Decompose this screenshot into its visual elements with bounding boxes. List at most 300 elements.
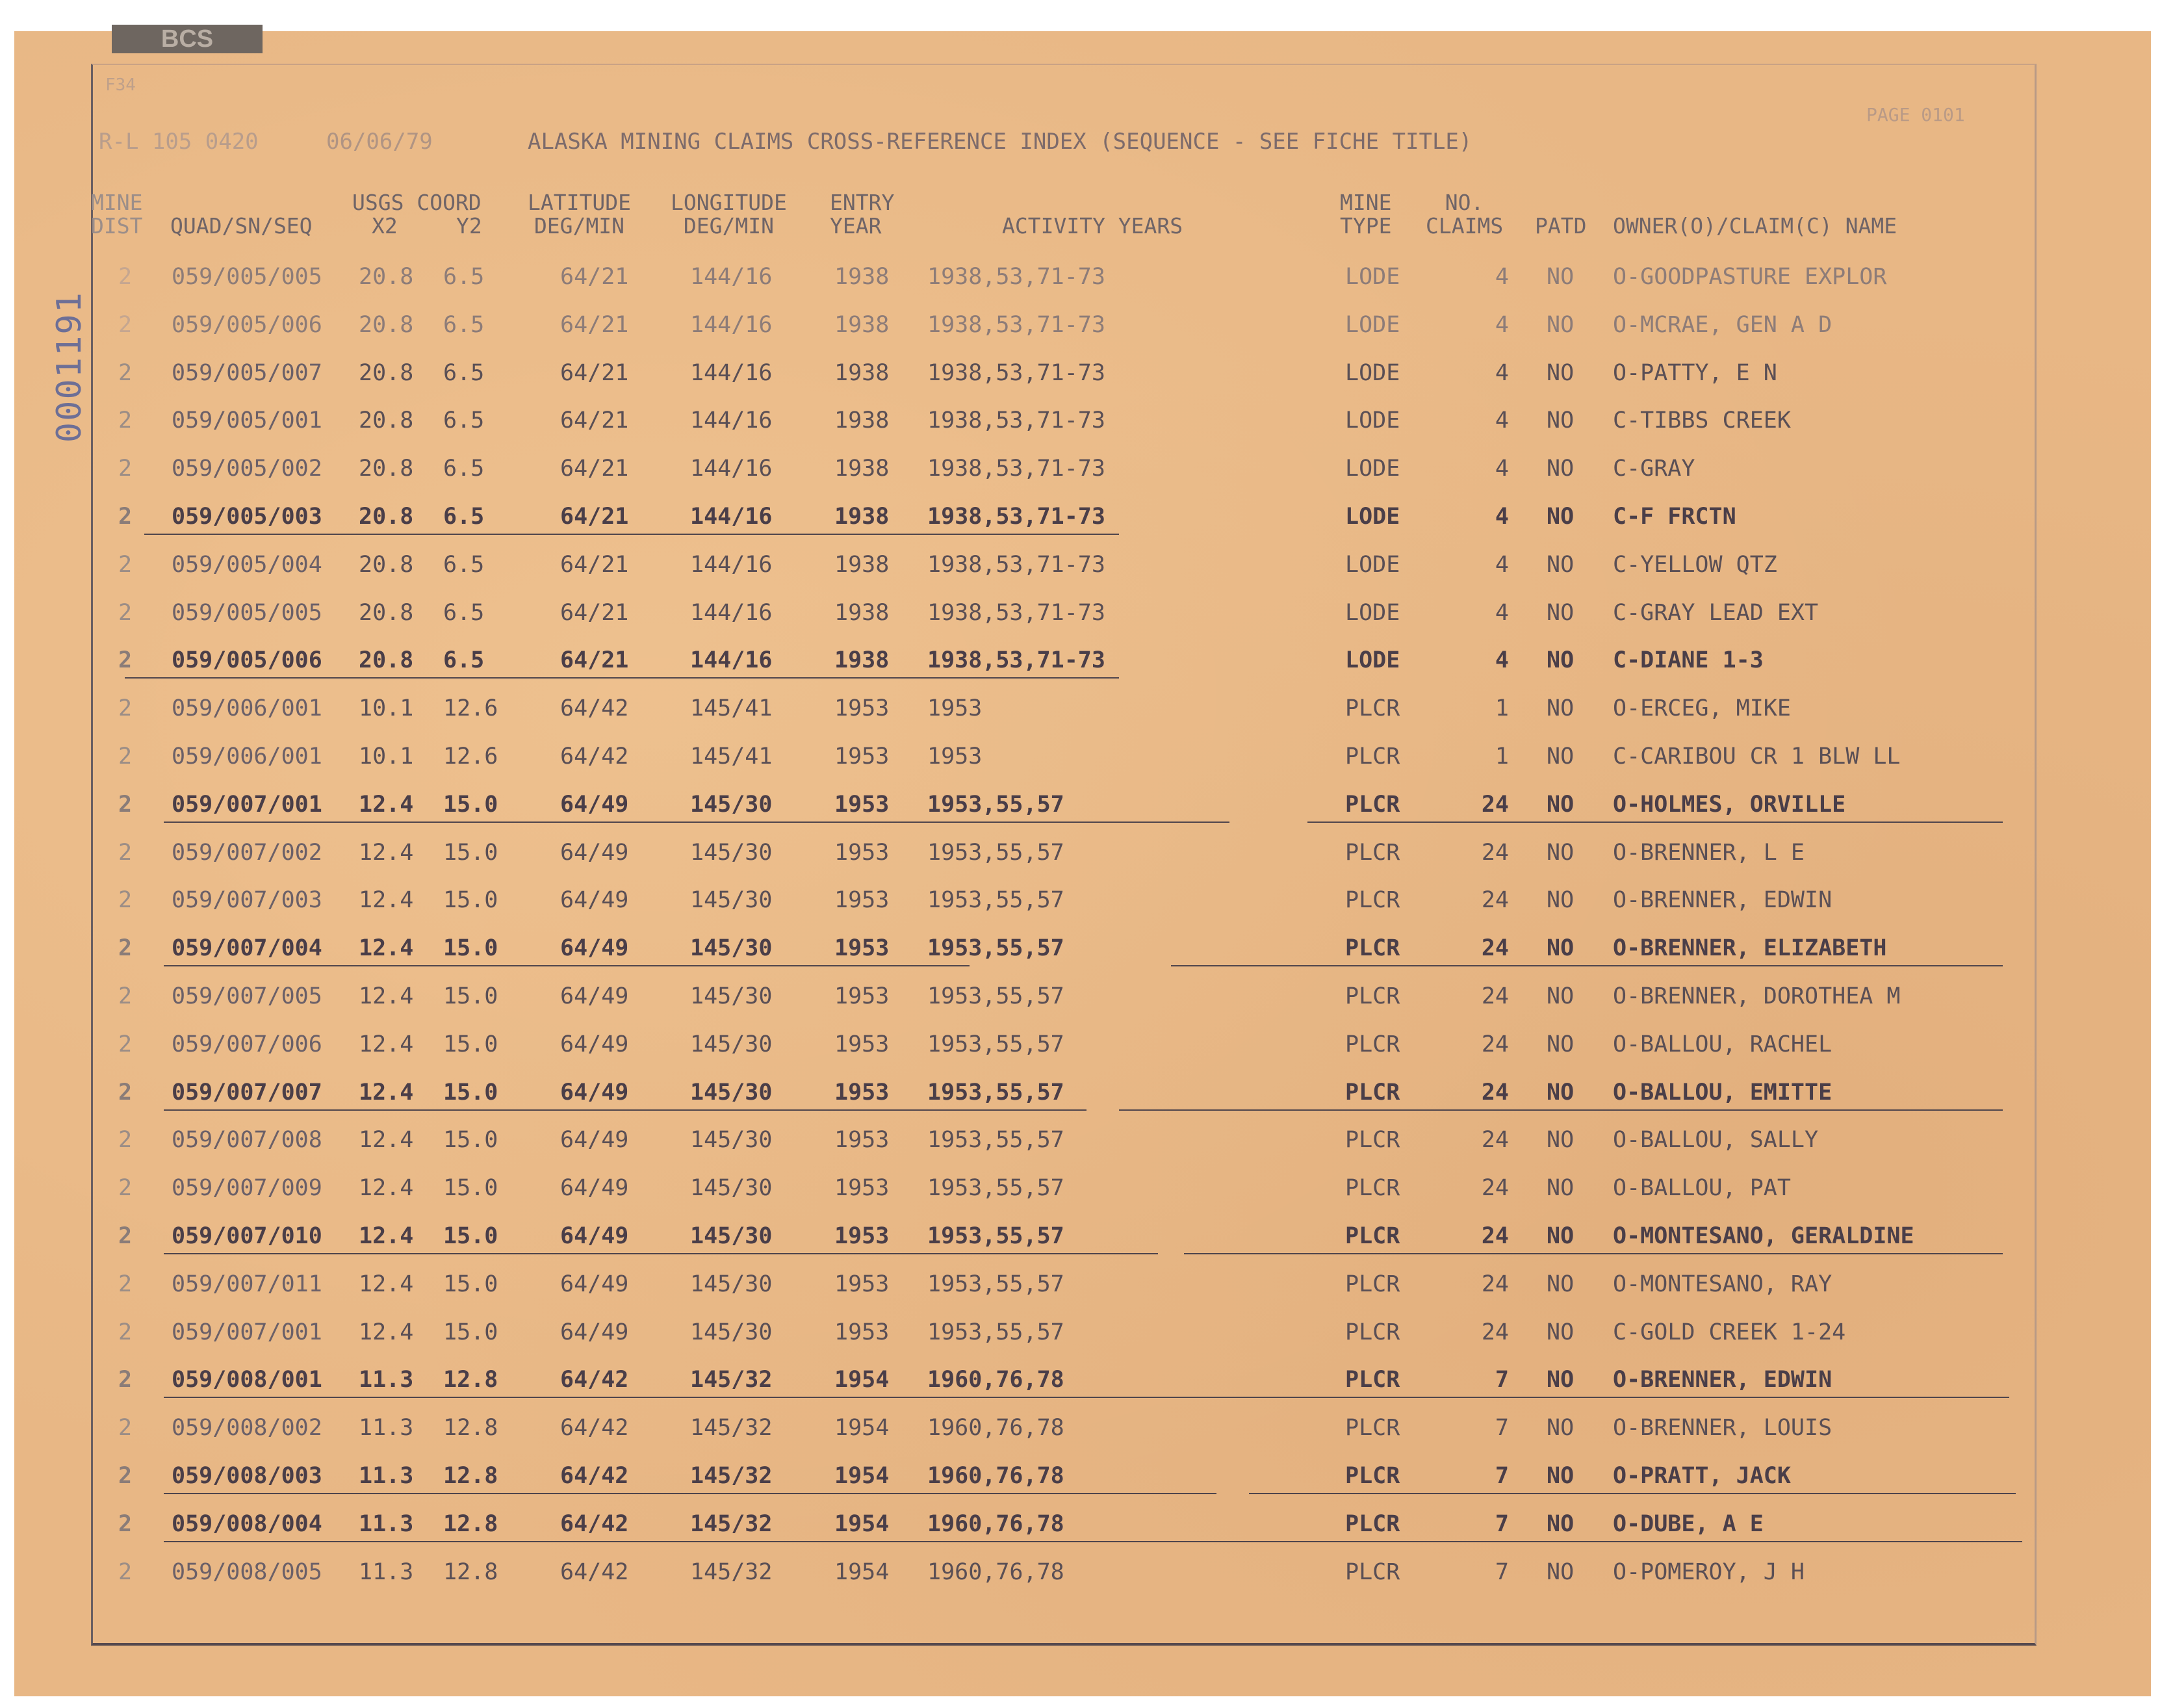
patented-cell: NO xyxy=(1547,1510,1575,1537)
latitude-cell: 64/49 xyxy=(560,983,629,1009)
entry-year-cell: 1938 xyxy=(834,311,890,338)
y2-cell: 12.6 xyxy=(443,744,498,770)
mine-type-cell: PLCR xyxy=(1345,1271,1400,1297)
entry-year-cell: 1953 xyxy=(834,695,890,722)
patented-cell: NO xyxy=(1547,359,1575,386)
quad-cell: 059/007/003 xyxy=(172,887,322,914)
owner-claim-name-cell: C-TIBBS CREEK xyxy=(1613,408,1791,434)
claims-count-cell: 24 xyxy=(1481,1031,1509,1057)
latitude-cell: 64/49 xyxy=(560,1223,629,1249)
claims-count-cell: 4 xyxy=(1495,311,1509,338)
quad-cell: 059/007/010 xyxy=(172,1223,322,1249)
x2-cell: 11.3 xyxy=(359,1415,414,1442)
patented-cell: NO xyxy=(1547,647,1575,674)
table-row xyxy=(14,300,2151,348)
x2-cell: 12.4 xyxy=(359,1223,414,1249)
y2-cell: 6.5 xyxy=(443,504,485,530)
claims-count-cell: 24 xyxy=(1481,935,1509,962)
x2-cell: 12.4 xyxy=(359,935,414,962)
owner-claim-name-cell: C-GRAY LEAD EXT xyxy=(1613,599,1819,626)
mine-dist-cell: 2 xyxy=(118,551,133,578)
claims-count-cell: 1 xyxy=(1495,744,1509,770)
claims-count-cell: 7 xyxy=(1495,1463,1509,1489)
patented-cell: NO xyxy=(1547,1271,1575,1297)
mine-type-cell: PLCR xyxy=(1345,887,1400,914)
table-row xyxy=(14,444,2151,492)
quad-cell: 059/007/006 xyxy=(172,1031,322,1057)
quad-cell: 059/007/004 xyxy=(172,935,322,962)
claims-count-cell: 4 xyxy=(1495,264,1509,290)
quad-cell: 059/008/003 xyxy=(172,1463,322,1489)
table-row xyxy=(14,1355,2151,1403)
claims-count-cell: 24 xyxy=(1481,1079,1509,1106)
quad-cell: 059/006/001 xyxy=(172,744,322,770)
x2-cell: 12.4 xyxy=(359,983,414,1009)
mine-dist-cell: 2 xyxy=(118,1079,133,1106)
owner-claim-name-cell: O-PATTY, E N xyxy=(1613,359,1777,386)
microfiche-sheet xyxy=(14,25,2151,1696)
owner-claim-name-cell: C-YELLOW QTZ xyxy=(1613,551,1777,578)
corner-note: F34 xyxy=(105,75,136,95)
patented-cell: NO xyxy=(1547,456,1575,482)
owner-claim-name-cell: O-ERCEG, MIKE xyxy=(1613,695,1791,722)
claims-count-cell: 24 xyxy=(1481,983,1509,1009)
quad-cell: 059/007/009 xyxy=(172,1175,322,1202)
mine-dist-cell: 2 xyxy=(118,791,133,818)
activity-years-cell: 1953,55,57 xyxy=(927,887,1064,914)
quad-cell: 059/007/005 xyxy=(172,983,322,1009)
activity-years-cell: 1938,53,71-73 xyxy=(927,264,1105,290)
mine-dist-cell: 2 xyxy=(118,359,133,386)
longitude-cell: 145/32 xyxy=(690,1367,773,1393)
activity-years-cell: 1960,76,78 xyxy=(927,1510,1064,1537)
col-latitude: LATITUDE DEG/MIN xyxy=(528,190,631,239)
mine-type-cell: LODE xyxy=(1345,647,1400,674)
col-usgs-coord: USGS COORD xyxy=(352,190,482,215)
row-rule-line xyxy=(144,534,1119,535)
activity-years-cell: 1938,53,71-73 xyxy=(927,456,1105,482)
latitude-cell: 64/42 xyxy=(560,1559,629,1585)
mine-type-cell: PLCR xyxy=(1345,1319,1400,1345)
row-rule-line xyxy=(164,1253,1158,1254)
longitude-cell: 145/30 xyxy=(690,1031,773,1057)
mine-type-cell: PLCR xyxy=(1345,935,1400,962)
mine-type-cell: PLCR xyxy=(1345,1127,1400,1154)
activity-years-cell: 1953,55,57 xyxy=(927,791,1064,818)
col-patd: PATD xyxy=(1535,213,1587,239)
latitude-cell: 64/49 xyxy=(560,1319,629,1345)
owner-claim-name-cell: O-MCRAE, GEN A D xyxy=(1613,311,1832,338)
row-rule-line xyxy=(164,965,970,966)
mine-type-cell: LODE xyxy=(1345,504,1400,530)
owner-claim-name-cell: C-GRAY xyxy=(1613,456,1695,482)
mine-type-cell: PLCR xyxy=(1345,1510,1400,1537)
entry-year-cell: 1953 xyxy=(834,791,890,818)
patented-cell: NO xyxy=(1547,599,1575,626)
latitude-cell: 64/42 xyxy=(560,1415,629,1442)
patented-cell: NO xyxy=(1547,408,1575,434)
activity-years-cell: 1953 xyxy=(927,744,983,770)
patented-cell: NO xyxy=(1547,1463,1575,1489)
activity-years-cell: 1953,55,57 xyxy=(927,1127,1064,1154)
owner-claim-name-cell: C-DIANE 1-3 xyxy=(1613,647,1764,674)
longitude-cell: 144/16 xyxy=(690,551,773,578)
quad-cell: 059/005/002 xyxy=(172,456,322,482)
claims-count-cell: 7 xyxy=(1495,1415,1509,1442)
x2-cell: 11.3 xyxy=(359,1463,414,1489)
owner-claim-name-cell: O-BALLOU, RACHEL xyxy=(1613,1031,1832,1057)
patented-cell: NO xyxy=(1547,983,1575,1009)
owner-claim-name-cell: O-BRENNER, EDWIN xyxy=(1613,1367,1832,1393)
patented-cell: NO xyxy=(1547,264,1575,290)
quad-cell: 059/005/006 xyxy=(172,311,322,338)
y2-cell: 6.5 xyxy=(443,456,485,482)
row-rule-line xyxy=(1307,822,2003,823)
claims-count-cell: 7 xyxy=(1495,1510,1509,1537)
latitude-cell: 64/42 xyxy=(560,1510,629,1537)
owner-claim-name-cell: C-F FRCTN xyxy=(1613,504,1736,530)
claims-count-cell: 24 xyxy=(1481,1271,1509,1297)
row-rule-line xyxy=(1184,1253,2003,1254)
longitude-cell: 145/30 xyxy=(690,887,773,914)
col-activity-years: ACTIVITY YEARS xyxy=(1002,213,1183,239)
y2-cell: 12.6 xyxy=(443,695,498,722)
mine-type-cell: PLCR xyxy=(1345,983,1400,1009)
x2-cell: 12.4 xyxy=(359,1127,414,1154)
activity-years-cell: 1938,53,71-73 xyxy=(927,504,1105,530)
x2-cell: 11.3 xyxy=(359,1367,414,1393)
entry-year-cell: 1938 xyxy=(834,647,890,674)
mine-dist-cell: 2 xyxy=(118,647,133,674)
x2-cell: 12.4 xyxy=(359,1175,414,1202)
table-row xyxy=(14,252,2151,300)
row-rule-line xyxy=(164,1397,2009,1398)
owner-claim-name-cell: O-GOODPASTURE EXPLOR xyxy=(1613,264,1887,290)
y2-cell: 6.5 xyxy=(443,264,485,290)
table-row xyxy=(14,396,2151,444)
entry-year-cell: 1954 xyxy=(834,1415,890,1442)
owner-claim-name-cell: O-MONTESANO, RAY xyxy=(1613,1271,1832,1297)
owner-claim-name-cell: O-POMEROY, J H xyxy=(1613,1559,1805,1585)
table-row xyxy=(14,636,2151,684)
entry-year-cell: 1953 xyxy=(834,1223,890,1249)
activity-years-cell: 1953,55,57 xyxy=(927,1079,1064,1106)
x2-cell: 20.8 xyxy=(359,311,414,338)
mine-dist-cell: 2 xyxy=(118,935,133,962)
mine-dist-cell: 2 xyxy=(118,744,133,770)
patented-cell: NO xyxy=(1547,551,1575,578)
y2-cell: 15.0 xyxy=(443,1271,498,1297)
y2-cell: 15.0 xyxy=(443,1223,498,1249)
mine-dist-cell: 2 xyxy=(118,1463,133,1489)
y2-cell: 15.0 xyxy=(443,839,498,866)
entry-year-cell: 1938 xyxy=(834,264,890,290)
table-row xyxy=(14,684,2151,732)
owner-claim-name-cell: O-BALLOU, SALLY xyxy=(1613,1127,1819,1154)
entry-year-cell: 1953 xyxy=(834,1079,890,1106)
x2-cell: 10.1 xyxy=(359,744,414,770)
longitude-cell: 145/32 xyxy=(690,1415,773,1442)
mine-dist-cell: 2 xyxy=(118,1367,133,1393)
longitude-cell: 145/41 xyxy=(690,695,773,722)
owner-claim-name-cell: C-GOLD CREEK 1-24 xyxy=(1613,1319,1846,1345)
entry-year-cell: 1953 xyxy=(834,935,890,962)
patented-cell: NO xyxy=(1547,744,1575,770)
mine-dist-cell: 2 xyxy=(118,599,133,626)
y2-cell: 12.8 xyxy=(443,1510,498,1537)
activity-years-cell: 1960,76,78 xyxy=(927,1463,1064,1489)
mine-type-cell: PLCR xyxy=(1345,1559,1400,1585)
x2-cell: 20.8 xyxy=(359,504,414,530)
mine-dist-cell: 2 xyxy=(118,1223,133,1249)
claims-count-cell: 4 xyxy=(1495,551,1509,578)
longitude-cell: 145/30 xyxy=(690,1175,773,1202)
mine-dist-cell: 2 xyxy=(118,1031,133,1057)
row-rule-line xyxy=(125,677,1119,679)
quad-cell: 059/007/001 xyxy=(172,1319,322,1345)
longitude-cell: 145/41 xyxy=(690,744,773,770)
longitude-cell: 145/30 xyxy=(690,1079,773,1106)
entry-year-cell: 1953 xyxy=(834,1127,890,1154)
activity-years-cell: 1938,53,71-73 xyxy=(927,359,1105,386)
mine-dist-cell: 2 xyxy=(118,887,133,914)
latitude-cell: 64/49 xyxy=(560,1271,629,1297)
activity-years-cell: 1960,76,78 xyxy=(927,1559,1064,1585)
latitude-cell: 64/49 xyxy=(560,935,629,962)
patented-cell: NO xyxy=(1547,1559,1575,1585)
table-row xyxy=(14,1451,2151,1499)
table-row xyxy=(14,732,2151,780)
x2-cell: 11.3 xyxy=(359,1510,414,1537)
col-x2: X2 xyxy=(372,213,398,239)
mine-type-cell: PLCR xyxy=(1345,1415,1400,1442)
quad-cell: 059/005/007 xyxy=(172,359,322,386)
latitude-cell: 64/42 xyxy=(560,1463,629,1489)
claims-count-cell: 24 xyxy=(1481,791,1509,818)
quad-cell: 059/007/002 xyxy=(172,839,322,866)
quad-cell: 059/005/005 xyxy=(172,599,322,626)
patented-cell: NO xyxy=(1547,839,1575,866)
table-row xyxy=(14,1499,2151,1547)
row-rule-line xyxy=(164,1493,1216,1494)
latitude-cell: 64/21 xyxy=(560,311,629,338)
latitude-cell: 64/21 xyxy=(560,456,629,482)
entry-year-cell: 1938 xyxy=(834,504,890,530)
row-rule-line xyxy=(164,1541,2022,1542)
row-rule-line xyxy=(164,1109,1086,1111)
owner-claim-name-cell: O-BRENNER, LOUIS xyxy=(1613,1415,1832,1442)
activity-years-cell: 1938,53,71-73 xyxy=(927,647,1105,674)
longitude-cell: 144/16 xyxy=(690,264,773,290)
table-row xyxy=(14,588,2151,636)
table-row xyxy=(14,492,2151,540)
activity-years-cell: 1938,53,71-73 xyxy=(927,599,1105,626)
longitude-cell: 145/30 xyxy=(690,1223,773,1249)
y2-cell: 6.5 xyxy=(443,551,485,578)
row-rule-line xyxy=(1249,1493,2016,1494)
latitude-cell: 64/42 xyxy=(560,744,629,770)
entry-year-cell: 1953 xyxy=(834,887,890,914)
longitude-cell: 144/16 xyxy=(690,504,773,530)
x2-cell: 20.8 xyxy=(359,456,414,482)
patented-cell: NO xyxy=(1547,1127,1575,1154)
patented-cell: NO xyxy=(1547,504,1575,530)
x2-cell: 12.4 xyxy=(359,1319,414,1345)
quad-cell: 059/007/001 xyxy=(172,791,322,818)
entry-year-cell: 1954 xyxy=(834,1559,890,1585)
latitude-cell: 64/21 xyxy=(560,408,629,434)
x2-cell: 10.1 xyxy=(359,695,414,722)
col-no-claims: NO. CLAIMS xyxy=(1426,190,1504,239)
mine-type-cell: LODE xyxy=(1345,551,1400,578)
quad-cell: 059/005/005 xyxy=(172,264,322,290)
owner-claim-name-cell: O-HOLMES, ORVILLE xyxy=(1613,791,1846,818)
col-mine-type: MINE TYPE xyxy=(1340,190,1392,239)
y2-cell: 15.0 xyxy=(443,1319,498,1345)
table-row xyxy=(14,972,2151,1020)
mine-dist-cell: 2 xyxy=(118,695,133,722)
mine-dist-cell: 2 xyxy=(118,456,133,482)
entry-year-cell: 1953 xyxy=(834,1031,890,1057)
claims-count-cell: 4 xyxy=(1495,647,1509,674)
quad-cell: 059/007/011 xyxy=(172,1271,322,1297)
longitude-cell: 145/30 xyxy=(690,983,773,1009)
mine-dist-cell: 2 xyxy=(118,504,133,530)
mine-dist-cell: 2 xyxy=(118,1559,133,1585)
latitude-cell: 64/49 xyxy=(560,1031,629,1057)
entry-year-cell: 1938 xyxy=(834,551,890,578)
activity-years-cell: 1953,55,57 xyxy=(927,1031,1064,1057)
entry-year-cell: 1938 xyxy=(834,599,890,626)
latitude-cell: 64/49 xyxy=(560,791,629,818)
y2-cell: 6.5 xyxy=(443,359,485,386)
longitude-cell: 144/16 xyxy=(690,599,773,626)
entry-year-cell: 1953 xyxy=(834,1175,890,1202)
activity-years-cell: 1953 xyxy=(927,695,983,722)
y2-cell: 12.8 xyxy=(443,1367,498,1393)
table-row xyxy=(14,1163,2151,1211)
entry-year-cell: 1953 xyxy=(834,983,890,1009)
latitude-cell: 64/42 xyxy=(560,1367,629,1393)
owner-claim-name-cell: O-BALLOU, EMITTE xyxy=(1613,1079,1832,1106)
x2-cell: 20.8 xyxy=(359,359,414,386)
latitude-cell: 64/49 xyxy=(560,1079,629,1106)
table-row xyxy=(14,780,2151,828)
patented-cell: NO xyxy=(1547,311,1575,338)
patented-cell: NO xyxy=(1547,1319,1575,1345)
longitude-cell: 145/32 xyxy=(690,1463,773,1489)
mine-type-cell: PLCR xyxy=(1345,1223,1400,1249)
activity-years-cell: 1938,53,71-73 xyxy=(927,551,1105,578)
table-row xyxy=(14,348,2151,396)
longitude-cell: 145/30 xyxy=(690,1319,773,1345)
mine-dist-cell: 2 xyxy=(118,264,133,290)
y2-cell: 15.0 xyxy=(443,1127,498,1154)
patented-cell: NO xyxy=(1547,791,1575,818)
activity-years-cell: 1953,55,57 xyxy=(927,1175,1064,1202)
patented-cell: NO xyxy=(1547,695,1575,722)
y2-cell: 6.5 xyxy=(443,647,485,674)
entry-year-cell: 1953 xyxy=(834,1271,890,1297)
mine-dist-cell: 2 xyxy=(118,839,133,866)
patented-cell: NO xyxy=(1547,887,1575,914)
y2-cell: 12.8 xyxy=(443,1559,498,1585)
longitude-cell: 145/30 xyxy=(690,791,773,818)
mine-type-cell: LODE xyxy=(1345,599,1400,626)
activity-years-cell: 1953,55,57 xyxy=(927,983,1064,1009)
latitude-cell: 64/21 xyxy=(560,551,629,578)
claims-count-cell: 24 xyxy=(1481,887,1509,914)
mine-type-cell: LODE xyxy=(1345,264,1400,290)
x2-cell: 12.4 xyxy=(359,839,414,866)
patented-cell: NO xyxy=(1547,935,1575,962)
mine-type-cell: PLCR xyxy=(1345,1031,1400,1057)
claims-count-cell: 24 xyxy=(1481,1319,1509,1345)
table-row xyxy=(14,1403,2151,1451)
mine-dist-cell: 2 xyxy=(118,408,133,434)
report-header xyxy=(14,129,2151,168)
longitude-cell: 145/32 xyxy=(690,1559,773,1585)
y2-cell: 15.0 xyxy=(443,1175,498,1202)
entry-year-cell: 1954 xyxy=(834,1463,890,1489)
x2-cell: 20.8 xyxy=(359,551,414,578)
entry-year-cell: 1953 xyxy=(834,839,890,866)
patented-cell: NO xyxy=(1547,1031,1575,1057)
entry-year-cell: 1953 xyxy=(834,1319,890,1345)
col-mine-dist: MINE DIST xyxy=(91,190,143,239)
longitude-cell: 145/30 xyxy=(690,839,773,866)
latitude-cell: 64/42 xyxy=(560,695,629,722)
col-owner-claim-name: OWNER(O)/CLAIM(C) NAME xyxy=(1613,213,1897,239)
longitude-cell: 145/30 xyxy=(690,1271,773,1297)
owner-claim-name-cell: O-PRATT, JACK xyxy=(1613,1463,1791,1489)
claims-count-cell: 1 xyxy=(1495,695,1509,722)
table-row xyxy=(14,924,2151,972)
longitude-cell: 144/16 xyxy=(690,311,773,338)
mine-dist-cell: 2 xyxy=(118,1319,133,1345)
activity-years-cell: 1953,55,57 xyxy=(927,839,1064,866)
latitude-cell: 64/21 xyxy=(560,264,629,290)
x2-cell: 11.3 xyxy=(359,1559,414,1585)
x2-cell: 20.8 xyxy=(359,264,414,290)
mine-type-cell: PLCR xyxy=(1345,1367,1400,1393)
claims-count-cell: 24 xyxy=(1481,1127,1509,1154)
x2-cell: 12.4 xyxy=(359,1271,414,1297)
mine-dist-cell: 2 xyxy=(118,1127,133,1154)
bcs-tab: BCS xyxy=(112,25,263,53)
y2-cell: 6.5 xyxy=(443,408,485,434)
claims-count-cell: 4 xyxy=(1495,456,1509,482)
mine-dist-cell: 2 xyxy=(118,1271,133,1297)
mine-dist-cell: 2 xyxy=(118,1510,133,1537)
mine-type-cell: PLCR xyxy=(1345,695,1400,722)
owner-claim-name-cell: O-BRENNER, DOROTHEA M xyxy=(1613,983,1901,1009)
claims-count-cell: 7 xyxy=(1495,1367,1509,1393)
mine-type-cell: LODE xyxy=(1345,359,1400,386)
table-row xyxy=(14,1547,2151,1596)
report-id: R-L 105 0420 xyxy=(99,129,259,155)
quad-cell: 059/007/008 xyxy=(172,1127,322,1154)
report-title: ALASKA MINING CLAIMS CROSS-REFERENCE INDEX (SEQUENCE - SEE FICHE TITLE) xyxy=(528,129,1472,155)
patented-cell: NO xyxy=(1547,1415,1575,1442)
mine-type-cell: PLCR xyxy=(1345,1463,1400,1489)
y2-cell: 6.5 xyxy=(443,311,485,338)
report-date: 06/06/79 xyxy=(326,129,433,155)
mine-type-cell: LODE xyxy=(1345,311,1400,338)
activity-years-cell: 1938,53,71-73 xyxy=(927,408,1105,434)
owner-claim-name-cell: O-BRENNER, ELIZABETH xyxy=(1613,935,1887,962)
col-y2: Y2 xyxy=(456,213,482,239)
